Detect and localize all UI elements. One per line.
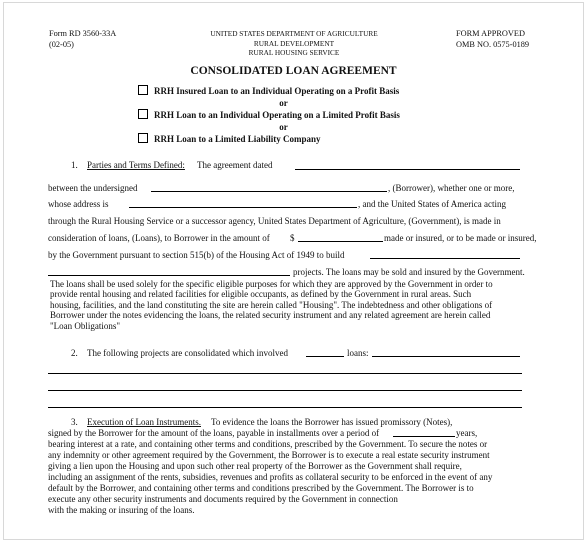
paragraph-line: including an assignment of the rents, subsidies, revenues and profits as collateral security to be enforced in the event of any — [48, 472, 493, 482]
omb-number: OMB NO. 0575-0189 — [456, 40, 530, 49]
projects-line-3[interactable] — [48, 407, 522, 408]
paragraph-line: default by the Borrower, and containing other terms and conditions prescribed by the Government. The Borrower is to — [48, 483, 474, 493]
paragraph-line: housing, facilities, and the land constituting the site are herein called "Housing". The indebtedness and other obligations of — [50, 299, 493, 310]
years-field[interactable] — [393, 436, 455, 437]
build-field[interactable] — [370, 258, 520, 259]
checkbox[interactable] — [138, 133, 148, 143]
paragraph-line: any indemnity or other agreement required by the Government, the Borrower is to execute a real estate security instrument — [48, 450, 490, 460]
form-approved: FORM APPROVED — [456, 29, 525, 38]
checkbox[interactable] — [138, 85, 148, 95]
section-1-number: 1. — [71, 160, 78, 170]
projects-tail: projects. The loans may be sold and insured by the Government. — [293, 267, 525, 277]
usa-tail: , and the United States of America acting — [358, 199, 506, 209]
section-2-number: 2. — [71, 348, 78, 358]
form-number: Form RD 3560-33A — [49, 29, 117, 38]
section-3-line-2: signed by the Borrower for the amount of the loans, payable in installments over a period of — [48, 428, 380, 438]
loans-field[interactable] — [372, 356, 520, 357]
agency-line-2: RURAL DEVELOPMENT — [253, 38, 335, 48]
form-date: (02-05) — [49, 40, 74, 49]
projects-line-2[interactable] — [48, 390, 522, 391]
borrower-name-field[interactable] — [151, 191, 387, 192]
between-text: between the undersigned — [48, 183, 138, 193]
paragraph-line: provide rental housing and related facilities for eligible occupants, as defined by the Government in rural areas. Such — [50, 289, 472, 300]
whose-text: whose address is — [48, 199, 109, 209]
agreement-date-field[interactable] — [295, 169, 520, 170]
made-tail: made or insured, or to be made or insured, — [384, 233, 537, 243]
agency-block — [174, 29, 414, 58]
loan-count-field[interactable] — [306, 356, 344, 357]
paragraph-line: "Loan Obligations" — [50, 320, 121, 331]
section-1-heading: Parties and Terms Defined: — [87, 160, 185, 170]
section-1-paragraph — [50, 279, 493, 331]
years-label: years, — [456, 428, 478, 438]
option-insured-loan[interactable] — [138, 85, 399, 97]
or-text: or — [279, 98, 288, 108]
option-llc[interactable] — [138, 133, 321, 145]
section-2-text: The following projects are consolidated which involved — [87, 348, 288, 358]
paragraph-line: execute any other security instruments and documents required by the Government in connection — [48, 494, 398, 504]
section-1-intro: The agreement dated — [197, 160, 273, 170]
paragraph-line: giving a lien upon the Housing and upon such other real property of the Borrower as the Government shall require, — [48, 461, 462, 471]
section-3-number: 3. — [71, 417, 78, 427]
borrower-tail: , (Borrower), whether one or more, — [388, 183, 515, 193]
paragraph-line: Borrower under the notes evidencing the loans, the related security instrument and any related agreement are herein called — [50, 310, 491, 321]
by-government-text: by the Government pursuant to section 515(b) of the Housing Act of 1949 to build — [48, 250, 345, 260]
or-text: or — [279, 122, 288, 132]
paragraph-line: with the making or insuring of the loans. — [48, 505, 195, 515]
section-3-heading: Execution of Loan Instruments. — [87, 417, 201, 427]
projects-line-1[interactable] — [48, 373, 522, 374]
option-label: RRH Loan to an Individual Operating on a Limited Profit Basis — [154, 110, 400, 120]
option-label: RRH Loan to a Limited Liability Company — [154, 134, 321, 144]
dollar-sign: $ — [290, 233, 295, 243]
loans-label: loans: — [347, 348, 369, 358]
option-label: RRH Insured Loan to an Individual Operating on a Profit Basis — [154, 86, 400, 96]
address-field[interactable] — [129, 207, 357, 208]
through-text: through the Rural Housing Service or a successor agency, United States Department of Agriculture, (Government), is made in — [48, 216, 501, 226]
document-title: CONSOLIDATED LOAN AGREEMENT — [190, 65, 397, 77]
agency-line-3: RURAL HOUSING SERVICE — [248, 48, 340, 57]
agency-line-1: UNITED STATES DEPARTMENT OF AGRICULTURE — [210, 29, 378, 38]
projects-field[interactable] — [48, 275, 290, 276]
consideration-text: consideration of loans, (Loans), to Borrower in the amount of — [48, 233, 270, 243]
paragraph-line: The loans shall be used solely for the specific eligible purposes for which they are approved by the Government in order to — [50, 279, 493, 289]
option-limited-profit[interactable] — [138, 109, 400, 121]
document-page — [3, 2, 584, 540]
loan-amount-field[interactable] — [298, 241, 383, 242]
checkbox[interactable] — [138, 109, 148, 119]
section-3-paragraph — [48, 439, 492, 516]
paragraph-line: bearing interest at a rate, and containing other terms and conditions, prescribed by the Government. To secure the notes or — [48, 439, 488, 449]
section-3-line-1: To evidence the loans the Borrower has issued promissory (Notes), — [211, 417, 453, 427]
